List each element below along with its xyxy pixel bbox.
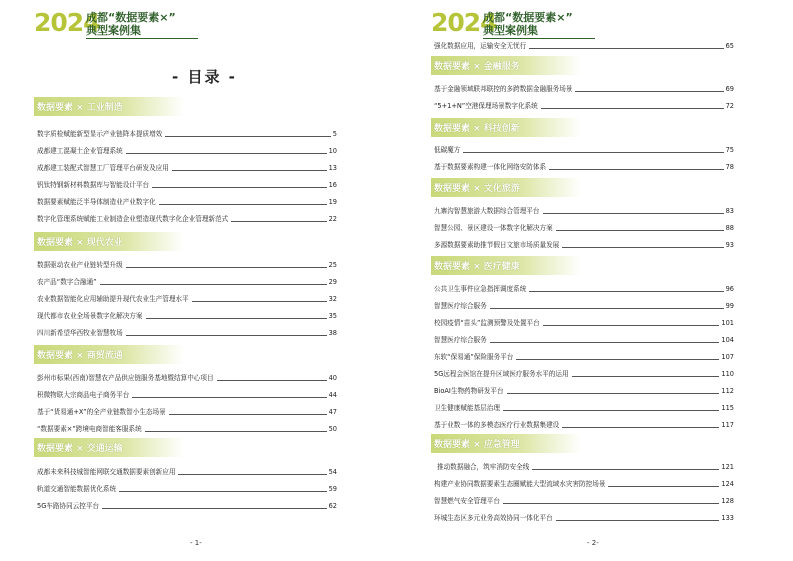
toc-entry[interactable]: 智慧医疗综合服务 104 — [434, 336, 734, 344]
toc-entry[interactable]: 基于“货易通+X”的全产业链数智小生态场景 47 — [37, 408, 337, 416]
toc-entry[interactable]: 卫生健康赋能基层治理 115 — [434, 404, 734, 412]
section-header: 数据要素 × 现代农业 — [34, 232, 184, 251]
toc-entry[interactable]: 钒钛特钢新材料数据库与智能设计平台 16 — [37, 181, 337, 189]
toc-entry[interactable]: 成都建工装配式智慧工厂管理平台研发及应用 13 — [37, 164, 337, 172]
toc-title: - 目录 - — [172, 68, 237, 86]
header-subtitle: 典型案例集 — [86, 24, 141, 37]
toc-entry[interactable]: 多源数据要素助推节假日文旅市场质量发展 93 — [434, 241, 734, 249]
header-title: 成都“数据要素×” — [86, 11, 176, 24]
toc-entry[interactable]: 智慧公园、景区建设一体数字化解决方案 88 — [434, 224, 734, 232]
page-number: - 2- — [587, 539, 599, 547]
toc-entry[interactable]: 数字质检赋能新型显示产业链降本提质增效 5 — [37, 130, 337, 138]
toc-entry[interactable]: 九寨沟智慧旅游大数据综合管理平台 83 — [434, 207, 734, 215]
toc-entry[interactable]: 智慧医疗综合服务 99 — [434, 302, 734, 310]
toc-entry[interactable]: “5+1+N”空港保理场景数字化系统 72 — [434, 102, 734, 110]
toc-entry[interactable]: 数字化管理系统赋能工业制造企业塑造现代数字化企业管理新范式 22 — [37, 215, 337, 223]
section-header: 数据要素 × 金融服务 — [431, 56, 581, 75]
toc-entry[interactable]: 构建产业协同数据要素生态圈赋能大型流域水灾害防控场景 124 — [434, 480, 734, 488]
toc-entry[interactable]: 校园疫情“苗头”监测预警及处置平台 101 — [434, 319, 734, 327]
toc-entry[interactable]: 彭州市标果(西南)智慧农产品供应链服务基地暨结算中心项目 40 — [37, 374, 337, 382]
toc-entry[interactable]: 成都未来科技城智能网联交通数据要素创新应用 54 — [37, 468, 337, 476]
header-title: 成都“数据要素×” — [483, 11, 573, 24]
header-year-logo: 2024 — [34, 8, 100, 37]
toc-page-right — [397, 0, 793, 561]
toc-entry[interactable]: 数据驱动农业产业链转型升级 25 — [37, 261, 337, 269]
toc-entry[interactable]: 成都建工混凝土企业管理系统 10 — [37, 147, 337, 155]
toc-entry[interactable]: 低碳魔方 75 — [434, 146, 734, 154]
section-header: 数据要素 × 工业制造 — [34, 97, 184, 116]
toc-entry[interactable]: 四川新希望华西牧业智慧牧场 38 — [37, 329, 337, 337]
header-divider — [86, 38, 198, 39]
toc-page-left — [0, 0, 396, 561]
toc-entry[interactable]: 基于业数一体的多模态医疗行业数据集建设 117 — [434, 421, 734, 429]
toc-entry[interactable]: 推动数据融合，筑牢消防安全线 121 — [437, 463, 734, 471]
toc-entry[interactable]: 公共卫生事件应急指挥调度系统 96 — [434, 285, 734, 293]
page-header — [34, 10, 214, 38]
header-subtitle: 典型案例集 — [483, 24, 538, 37]
page-number: - 1- — [190, 539, 202, 547]
toc-entry[interactable]: 东软“保易通”保险服务平台 107 — [434, 353, 734, 361]
toc-entry[interactable]: 基于金融领域联邦联控的多跨数据金融服务场景 69 — [434, 85, 734, 93]
toc-entry[interactable]: “数据要素×”跨境电商智能客服系统 50 — [37, 425, 337, 433]
toc-entry[interactable]: 数据要素赋能泛半导体制造业产业数字化 19 — [37, 198, 337, 206]
toc-entry[interactable]: 智慧燃气安全管理平台 128 — [434, 497, 734, 505]
header-year-logo: 2024 — [431, 8, 497, 37]
toc-entry[interactable]: 轨道交通智能数据优化系统 59 — [37, 485, 337, 493]
section-header: 数据要素 × 文化旅游 — [431, 178, 581, 197]
section-header: 数据要素 × 交通运输 — [34, 438, 184, 457]
section-header: 数据要素 × 应急管理 — [431, 434, 581, 453]
toc-entry[interactable]: 环城生态区多元业务高效协同一体化平台 133 — [434, 514, 734, 522]
toc-entry[interactable]: 农业数据智能化应用辅助提升现代农业生产管理水平 32 — [37, 295, 337, 303]
toc-entry[interactable]: 5G车路协同云控平台 62 — [37, 502, 337, 510]
toc-entry[interactable]: 农产品“数字合融通” 29 — [37, 278, 337, 286]
header-divider — [483, 38, 595, 39]
toc-entry[interactable]: 基于数据要素构建一体化网络安防体系 78 — [434, 163, 734, 171]
section-header: 数据要素 × 科技创新 — [431, 118, 581, 137]
toc-entry[interactable]: 5G远程会医馆在提升区域医疗服务水平的运用 110 — [434, 370, 734, 378]
toc-entry[interactable]: 现代都市农业全场景数字化解决方案 35 — [37, 312, 337, 320]
section-header: 数据要素 × 商贸流通 — [34, 345, 184, 364]
section-header: 数据要素 × 医疗健康 — [431, 256, 581, 275]
toc-entry[interactable]: 强化数据应用，运输安全无忧行 65 — [434, 42, 734, 50]
toc-entry[interactable]: 积微物联大宗商品电子商务平台 44 — [37, 391, 337, 399]
page-header — [431, 10, 611, 38]
toc-entry[interactable]: BioAI生物药物研发平台 112 — [434, 387, 734, 395]
